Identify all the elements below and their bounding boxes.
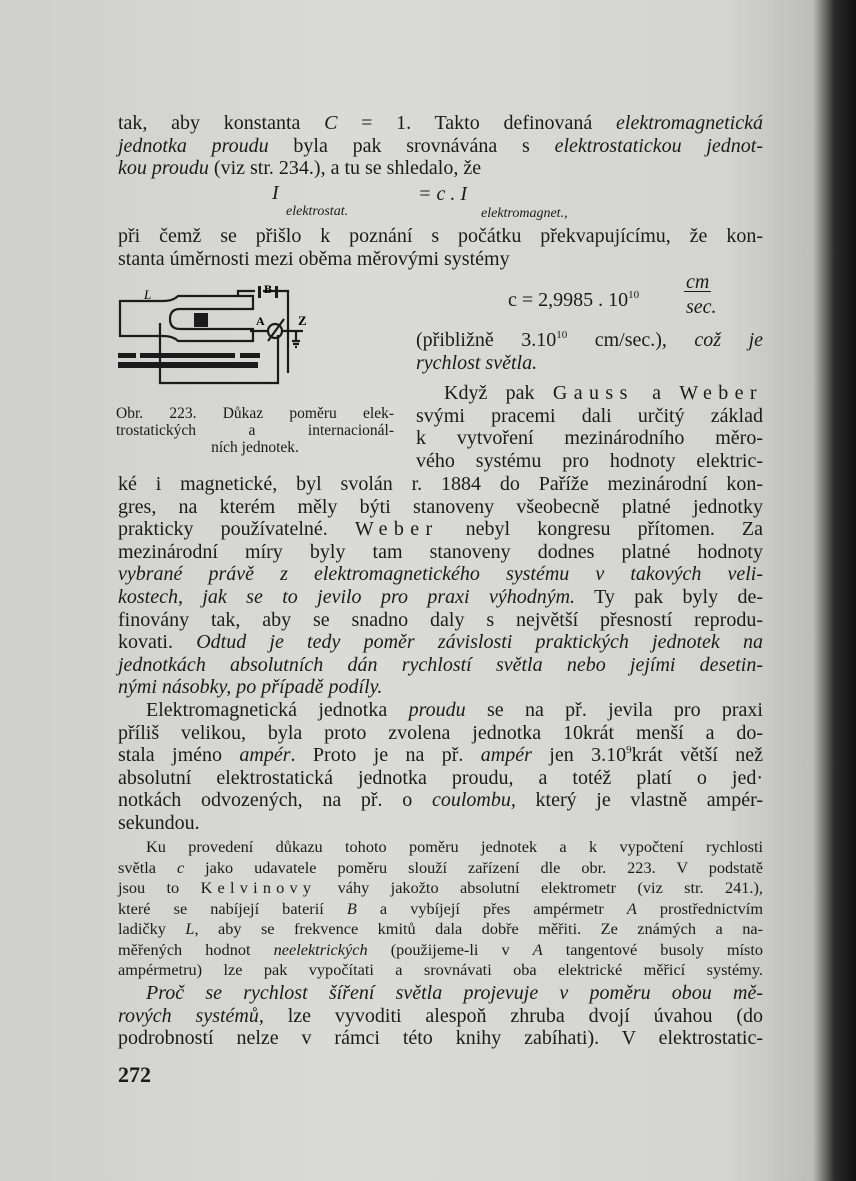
text: se na př. jevila pro praxi	[465, 698, 763, 721]
text: které se nabíjejí baterií	[118, 898, 347, 918]
paragraph-small-print	[118, 837, 763, 981]
italic-text: L	[185, 919, 195, 938]
italic-text: kou proudu	[118, 157, 209, 180]
text: světla	[118, 857, 177, 877]
formula-speed-of-light	[508, 271, 717, 318]
text: trostatických a internacionál-	[116, 422, 394, 439]
text: svými pracemi dali určitý základ	[416, 404, 763, 427]
text-line	[416, 352, 763, 375]
text-line	[118, 609, 763, 632]
italic-text: C	[324, 112, 338, 134]
text: kovati.	[118, 631, 197, 654]
text-line	[118, 940, 763, 961]
text: nebyl kongresu přítomen. Za	[438, 518, 763, 541]
figure-label-b: B	[264, 283, 273, 296]
text: ních jednotek.	[211, 439, 299, 456]
text-line	[118, 1005, 763, 1028]
text: tak, aby konstanta	[118, 112, 325, 134]
formula-denominator: sec.	[686, 296, 717, 318]
italic-text: nými násobky, po případě podíly.	[118, 676, 383, 699]
italic-text: jednotkách absolutních dán rychlostí světla nebo jejími desetin-	[118, 653, 763, 676]
text-line	[416, 450, 763, 473]
italic-text: rových systémů,	[118, 1004, 264, 1027]
spaced-name: Gauss	[552, 382, 634, 404]
superscript: 10	[556, 329, 568, 341]
text: (použijeme-li v	[367, 939, 533, 959]
text-line	[118, 1027, 763, 1050]
formula-c-value: c = 2,9985 . 10	[508, 289, 629, 311]
italic-text: což je	[694, 329, 764, 351]
italic-text: rychlost světla.	[416, 351, 538, 374]
text: stala jméno	[118, 744, 240, 767]
formula-lhs-subscript: elektrostat.	[286, 204, 349, 219]
italic-text: A	[626, 898, 637, 918]
text-line	[118, 767, 763, 790]
text: jsou to	[118, 878, 201, 897]
text-line	[416, 405, 763, 428]
text-line	[118, 631, 763, 654]
italic-text: A	[532, 939, 543, 959]
text: stanta úměrnosti mezi oběma měrovými systémy	[118, 247, 510, 270]
text: sekundou.	[118, 811, 200, 834]
text-line	[118, 112, 763, 135]
text-line	[118, 676, 763, 699]
text-line	[118, 837, 763, 858]
text: (viz str. 234.), a tu se shledalo, že	[208, 157, 482, 180]
formula-numerator: cm	[686, 271, 710, 293]
paragraph-congress	[118, 473, 763, 835]
text: Ku provedení důkazu tohoto poměru jednotek a k vypočtení rychlosti	[146, 837, 763, 856]
text: . Proto je na př.	[290, 744, 481, 767]
text-line	[118, 789, 763, 812]
spaced-name: Weber	[354, 518, 439, 541]
text: váhy jakožto absolutní elektrometr (viz str. 241.),	[316, 878, 763, 897]
formula-rhs: = c . I	[418, 183, 468, 205]
text-line	[416, 427, 763, 450]
paragraph-approximation	[416, 329, 763, 374]
italic-text: elektromagnetická	[616, 112, 763, 134]
text: , aby se frekvence kmitů dala dobře měřiti. Ze známých a na-	[194, 919, 763, 938]
paragraph-constant	[118, 225, 763, 270]
italic-text: ampér	[480, 744, 532, 767]
page-number: 272	[118, 1062, 151, 1087]
text: ladičky	[118, 919, 186, 938]
text: ké i magnetické, byl svolán r. 1884 do Paříže mezinárodní kon-	[118, 473, 763, 495]
italic-text: elektrostatickou jednot-	[554, 134, 763, 157]
italic-text: c	[176, 857, 185, 877]
figure-label-l: L	[144, 287, 152, 302]
italic-text: B	[346, 898, 357, 918]
text: byla pak srovnávána s	[268, 134, 555, 157]
text-line	[118, 135, 763, 158]
italic-text: ampér	[239, 744, 291, 767]
text: prostřednictvím	[636, 898, 763, 918]
text: který je vlastně ampér-	[515, 789, 763, 812]
text: k vytvoření mezinárodního měro-	[416, 427, 763, 450]
text: jen 3.10	[531, 744, 627, 767]
text: při čemž se přišlo k poznání s počátku překvapujícímu, že kon-	[118, 225, 763, 247]
figure-223-diagram	[118, 283, 378, 388]
text: ampérmetru) lze pak vypočítati a srovnávati oba elektrické měřicí systémy.	[118, 960, 763, 979]
text: Ty pak byly de-	[575, 585, 763, 608]
text-line	[118, 899, 763, 920]
text: Když pak	[444, 382, 553, 404]
text: a	[633, 382, 680, 404]
figure-caption	[116, 405, 394, 456]
spaced-name: Weber	[679, 382, 763, 404]
text: finovány tak, aby se snadno daly s největší přesností reprodu-	[118, 608, 763, 631]
italic-text: vybrané právě z elektromagnetického systému v takových veli-	[118, 563, 763, 586]
text-line	[118, 919, 763, 940]
formula-rhs-subscript: elektromagnet.,	[481, 206, 568, 221]
text-line	[118, 744, 763, 767]
formula-exponent: 10	[628, 289, 640, 301]
text: (přibližně 3.10	[416, 329, 557, 351]
text: podrobností nelze v rámci této knihy zabíhati). V elektrostatic-	[118, 1027, 763, 1050]
text-line	[118, 586, 763, 609]
text: tangentové busoly místo	[542, 939, 764, 959]
text-line	[118, 248, 763, 271]
text-line	[118, 812, 763, 835]
formula-lhs: I	[272, 182, 279, 204]
text: absolutní elektrostatická jednotka proudu, a totéž platí o jed·	[118, 766, 763, 789]
text-line	[416, 329, 763, 352]
text: cm/sec.),	[567, 329, 695, 351]
text: lze vyvoditi alespoň zhruba dvojí úvahou (do	[263, 1004, 763, 1027]
text-line	[416, 382, 763, 405]
text-line	[118, 960, 763, 981]
paragraph-speed-of-light	[118, 982, 763, 1050]
text-line	[118, 473, 763, 496]
text: = 1. Takto definovaná	[337, 112, 617, 134]
italic-text: Proč se rychlost šíření světla projevuje v poměru obou mě-	[146, 982, 763, 1004]
text: notkách odvozených, na př. o	[118, 789, 432, 812]
text: a vybíjejí přes ampérmetr	[356, 898, 627, 918]
figure-label-a: A	[256, 314, 265, 328]
text-line	[116, 422, 394, 439]
italic-text: neelektrických	[273, 939, 368, 959]
italic-text: Odtud je tedy poměr závislosti praktických jednotek na	[196, 631, 763, 654]
paragraph-gauss-weber	[416, 382, 763, 472]
text-line	[116, 405, 394, 422]
text-line	[118, 654, 763, 677]
text-line	[118, 563, 763, 586]
italic-text: coulombu,	[431, 789, 516, 812]
text: jako udavatele poměru slouží zařízení dle obr. 223. V podstatě	[184, 857, 763, 877]
text-line	[118, 699, 763, 722]
text-line	[118, 496, 763, 519]
italic-text: kostech, jak se to jevilo pro praxi výhodným.	[118, 585, 576, 608]
text: měřených hodnot	[118, 939, 274, 959]
paragraph-intro	[118, 112, 763, 180]
text: gres, na kterém měly býti stanoveny všeobecně platné jednotky	[118, 495, 763, 518]
text: prakticky používatelné.	[118, 518, 355, 541]
text: krát větší než	[631, 744, 764, 767]
text: mezinárodní míry byly tam stanoveny dodnes platné hodnoty	[118, 540, 763, 563]
text-line	[118, 518, 763, 541]
text-line	[118, 225, 763, 248]
text: Obr. 223. Důkaz poměru elek-	[116, 405, 394, 422]
text-line	[116, 439, 394, 456]
text-line	[118, 982, 763, 1005]
text: příliš velikou, byla proto zvolena jednotka 10krát menší a do-	[118, 721, 763, 744]
text-line	[118, 858, 763, 879]
spaced-name: Kelvinovy	[200, 878, 317, 897]
text: vého systému pro hodnoty elektric-	[416, 449, 763, 472]
figure-label-z: Z	[298, 313, 307, 328]
text: Elektromagnetická jednotka	[146, 698, 409, 721]
italic-text: jednotka proudu	[118, 134, 269, 157]
text-line	[118, 157, 763, 180]
italic-text: proudu	[408, 698, 466, 721]
text-line	[118, 541, 763, 564]
superscript: 9	[626, 744, 632, 757]
text-line	[118, 722, 763, 745]
text-line	[118, 878, 763, 899]
